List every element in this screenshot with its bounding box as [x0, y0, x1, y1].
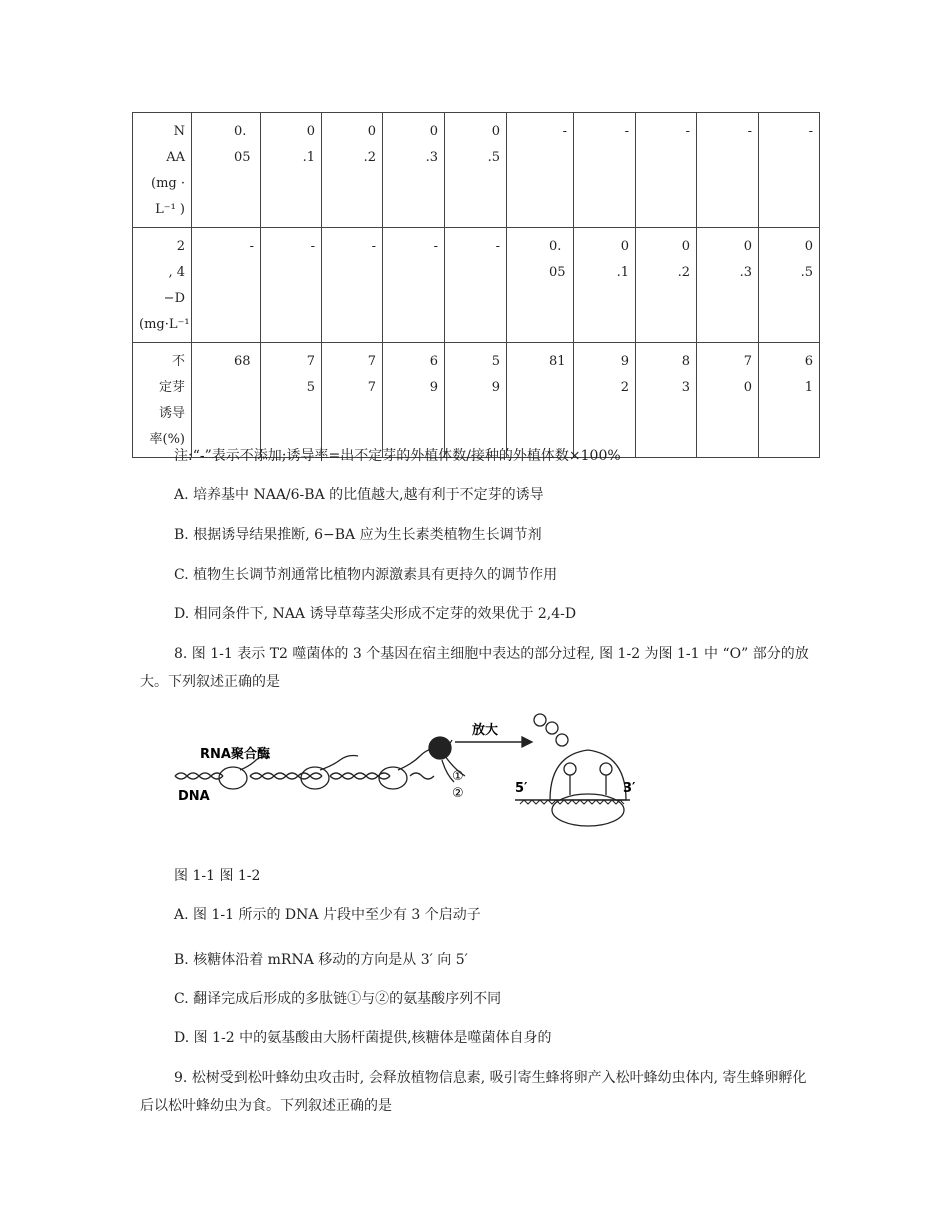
row-header: N AA (mg · L⁻¹ ) — [133, 113, 192, 228]
table-cell: - — [636, 113, 697, 228]
q8-option-a: A. 图 1-1 所示的 DNA 片段中至少有 3 个启动子 — [174, 907, 481, 923]
table-cell: 7 0 — [697, 343, 759, 458]
table-cell: 7 5 — [261, 343, 322, 458]
table-cell: 0 .5 — [759, 228, 820, 343]
table-cell: 81 — [507, 343, 574, 458]
table-row — [133, 228, 820, 343]
table-cell: - — [574, 113, 636, 228]
q8-option-d: D. 图 1-2 中的氨基酸由大肠杆菌提供,核糖体是噬菌体自身的 — [174, 1030, 552, 1046]
table-cell: - — [322, 228, 383, 343]
table-row — [133, 113, 820, 228]
table-note: 注:“-”表示不添加;诱导率=出不定芽的外植体数/接种的外植体数×100% — [174, 448, 621, 464]
label-dna: DNA — [178, 789, 210, 804]
table-cell: 0 .3 — [383, 113, 445, 228]
table-cell: 68 — [192, 343, 261, 458]
figure-caption: 图 1-1 图 1-2 — [174, 868, 261, 884]
q7-option-b: B. 根据诱导结果推断, 6−BA 应为生长素类植物生长调节剂 — [174, 527, 542, 543]
table-cell: 0. 05 — [192, 113, 261, 228]
q7-option-c: C. 植物生长调节剂通常比植物内源激素具有更持久的调节作用 — [174, 567, 558, 583]
table-cell: - — [697, 113, 759, 228]
table-cell: 0 .2 — [636, 228, 697, 343]
table-cell: 0 .3 — [697, 228, 759, 343]
table-cell: 0 .1 — [261, 113, 322, 228]
table-cell: 5 9 — [445, 343, 507, 458]
transcription-figure — [170, 700, 640, 830]
label-3-prime: 3′ — [623, 781, 636, 796]
table-cell: - — [383, 228, 445, 343]
label-enlarge: 放大 — [472, 723, 499, 738]
q9-stem: 9. 松树受到松叶蜂幼虫攻击时, 会释放植物信息素, 吸引寄生蜂将卵产入松叶蜂幼虫体内, 寄生蜂卵孵化后以松叶蜂幼虫为食。下列叙述正确的是 — [140, 1070, 807, 1114]
table-cell: 0 .1 — [574, 228, 636, 343]
row-header: 不 定芽 诱导 率(%) — [133, 343, 192, 458]
label-rna-polymerase: RNA聚合酶 — [200, 747, 270, 762]
rna-polymerase-1 — [219, 767, 247, 789]
table-cell: 7 7 — [322, 343, 383, 458]
table-cell: - — [445, 228, 507, 343]
table-cell: 0. 05 — [507, 228, 574, 343]
rna-polymerase-2 — [301, 767, 329, 789]
table-cell: - — [261, 228, 322, 343]
ribosome-circle — [429, 737, 451, 759]
table-cell: - — [759, 113, 820, 228]
table-cell: 0 .2 — [322, 113, 383, 228]
rna-polymerase-3 — [379, 767, 407, 789]
table-cell: 6 9 — [383, 343, 445, 458]
label-5-prime: 5′ — [515, 781, 528, 796]
q8-stem: 8. 图 1-1 表示 T2 噬菌体的 3 个基因在宿主细胞中表达的部分过程, 图 1-2 为图 1-1 中 “O” 部分的放大。下列叙述正确的是 — [140, 646, 809, 690]
table-cell: 9 2 — [574, 343, 636, 458]
table-row — [133, 343, 820, 458]
induction-table — [132, 112, 820, 458]
ribosome-small-subunit — [552, 794, 624, 826]
q7-option-a: A. 培养基中 NAA/6-BA 的比值越大,越有利于不定芽的诱导 — [174, 487, 544, 503]
table-cell: - — [507, 113, 574, 228]
q8-option-c: C. 翻译完成后形成的多肽链①与②的氨基酸序列不同 — [174, 991, 502, 1007]
table-cell: 0 .5 — [445, 113, 507, 228]
q8-option-b: B. 核糖体沿着 mRNA 移动的方向是从 3′ 向 5′ — [174, 952, 468, 968]
ribosome-large-subunit — [550, 750, 626, 800]
table-cell: - — [192, 228, 261, 343]
q7-option-d: D. 相同条件下, NAA 诱导草莓茎尖形成不定芽的效果优于 2,4-D — [174, 606, 577, 622]
label-chain-1: ① — [452, 769, 464, 784]
label-chain-2: ② — [452, 786, 464, 801]
row-header: 2 , 4 −D (mg·L⁻¹ — [133, 228, 192, 343]
table-cell: 6 1 — [759, 343, 820, 458]
table-cell: 8 3 — [636, 343, 697, 458]
